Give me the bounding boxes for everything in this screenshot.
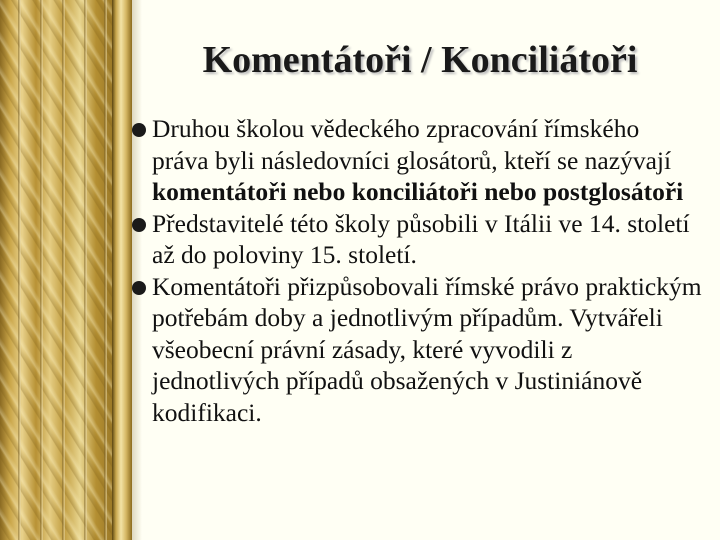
bullet-item [132,208,702,271]
bullet-dot-icon [132,123,146,137]
bullet-text: Představitelé této školy působili v Itálii ve 14. století až do poloviny 15. století. [152,208,690,269]
bullet-dot-icon [132,218,146,232]
bullet-text: Druhou školou vědeckého zpracování římského práva byli následovníci glosátorů, kteří se nazývají [152,114,672,175]
bullet-text-bold: komentátoři nebo konciliátoři nebo postglosátoři [152,177,684,206]
bullet-item [132,271,702,429]
slide-title: Komentátoři / Konciliátoři [202,39,638,81]
bullet-dot-icon [132,281,146,295]
gold-border-bevel [112,0,132,540]
bullet-text: Komentátoři přizpůsobovali římské právo praktickým potřebám doby a jednotlivým případům. Vytvářeli všeobecní právní zásady, které vyvodili z jednotlivých případů obsažených v Justiniánově kodifikaci. [152,271,702,427]
bullet-list [132,113,702,428]
bullet-item [132,113,702,208]
gold-border-decoration [0,0,112,540]
